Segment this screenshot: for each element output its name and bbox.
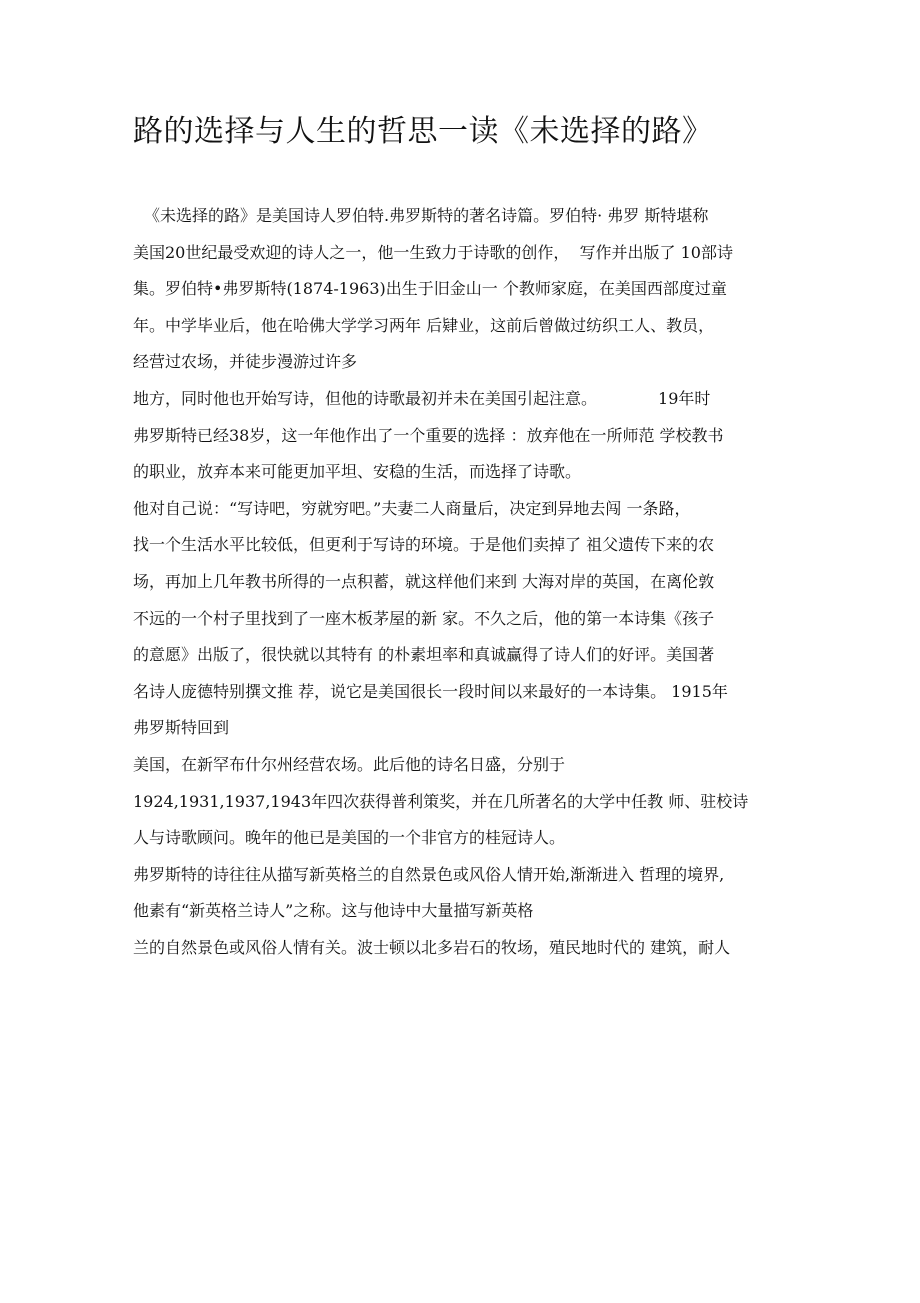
text-line: 年。中学毕业后，他在哈佛大学学习两年 后肄业，这前后曾做过纺织工人、教员， bbox=[133, 315, 715, 335]
text-line: 兰的自然景色或风俗人情有关。波士顿以北多岩石的牧场，殖民地时代的 建筑，耐人 bbox=[133, 937, 731, 957]
text-line: 找一个生活水平比较低，但更利于写诗的环境。于是他们卖掉了 祖父遗传下来的农 bbox=[133, 535, 715, 555]
text-line: 弗罗斯特已经38岁，这一年他作出了一个重要的选择 ：放弃他在一所师范 学校教书 bbox=[133, 425, 724, 445]
text-line: 他对自己说：“写诗吧，穷就穷吧。”夫妻二人商量后，决定到异地去闯 一条路， bbox=[133, 498, 691, 518]
text-line: 经营过农场，并徒步漫游过许多 bbox=[133, 352, 358, 372]
text-line: 不远的一个村子里找到了一座木板茅屋的新 家。不久之后，他的第一本诗集《孩子 bbox=[133, 608, 715, 628]
text-line: 地方，同时他也开始写诗，但他的诗歌最初并未在美国引起注意。 19年时 bbox=[133, 388, 711, 408]
text-line: 人与诗歌顾问。晚年的他已是美国的一个非官方的桂冠诗人。 bbox=[133, 828, 566, 848]
text-line: 《未选择的路》是美国诗人罗伯特.弗罗斯特的著名诗篇。罗伯特· 弗罗 斯特堪称 bbox=[144, 206, 709, 225]
text-line: 集。罗伯特•弗罗斯特(1874-1963)出生于旧金山一 个教师家庭，在美国西部度过童 bbox=[133, 279, 727, 299]
text-line: 场，再加上几年教书所得的一点积蓄，就这样他们来到 大海对岸的英国，在离伦敦 bbox=[133, 571, 715, 591]
text-line: 他素有“新英格兰诗人”之称。这与他诗中大量描写新英格 bbox=[133, 901, 534, 921]
text-line: 1924,1931,1937,1943年四次获得普利策奖，并在几所著名的大学中任教 师、驻校诗 bbox=[133, 791, 749, 811]
text-line: 美国20世纪最受欢迎的诗人之一，他一生致力于诗歌的创作， 写作并出版了 10部诗 bbox=[133, 242, 733, 262]
text-line: 美国，在新罕布什尔州经营农场。此后他的诗名日盛，分别于 bbox=[133, 754, 566, 774]
document-body bbox=[133, 198, 793, 966]
text-line: 的意愿》出版了，很快就以其特有 的朴素坦率和真诚赢得了诗人们的好评。美国著 bbox=[133, 645, 715, 665]
text-line: 的职业，放弃本来可能更加平坦、安稳的生活，而选择了诗歌。 bbox=[133, 462, 582, 482]
text-line: 名诗人庞德特别撰文推 荐，说它是美国很长一段时间以来最好的一本诗集。 1915年 bbox=[133, 681, 728, 701]
document-title: 路的选择与人生的哲思一读《未选择的路》 bbox=[133, 114, 713, 149]
text-line: 弗罗斯特的诗往往从描写新英格兰的自然景色或风俗人情开始,渐渐进入 哲理的境界, bbox=[133, 864, 725, 884]
text-line: 弗罗斯特回到 bbox=[133, 718, 230, 738]
